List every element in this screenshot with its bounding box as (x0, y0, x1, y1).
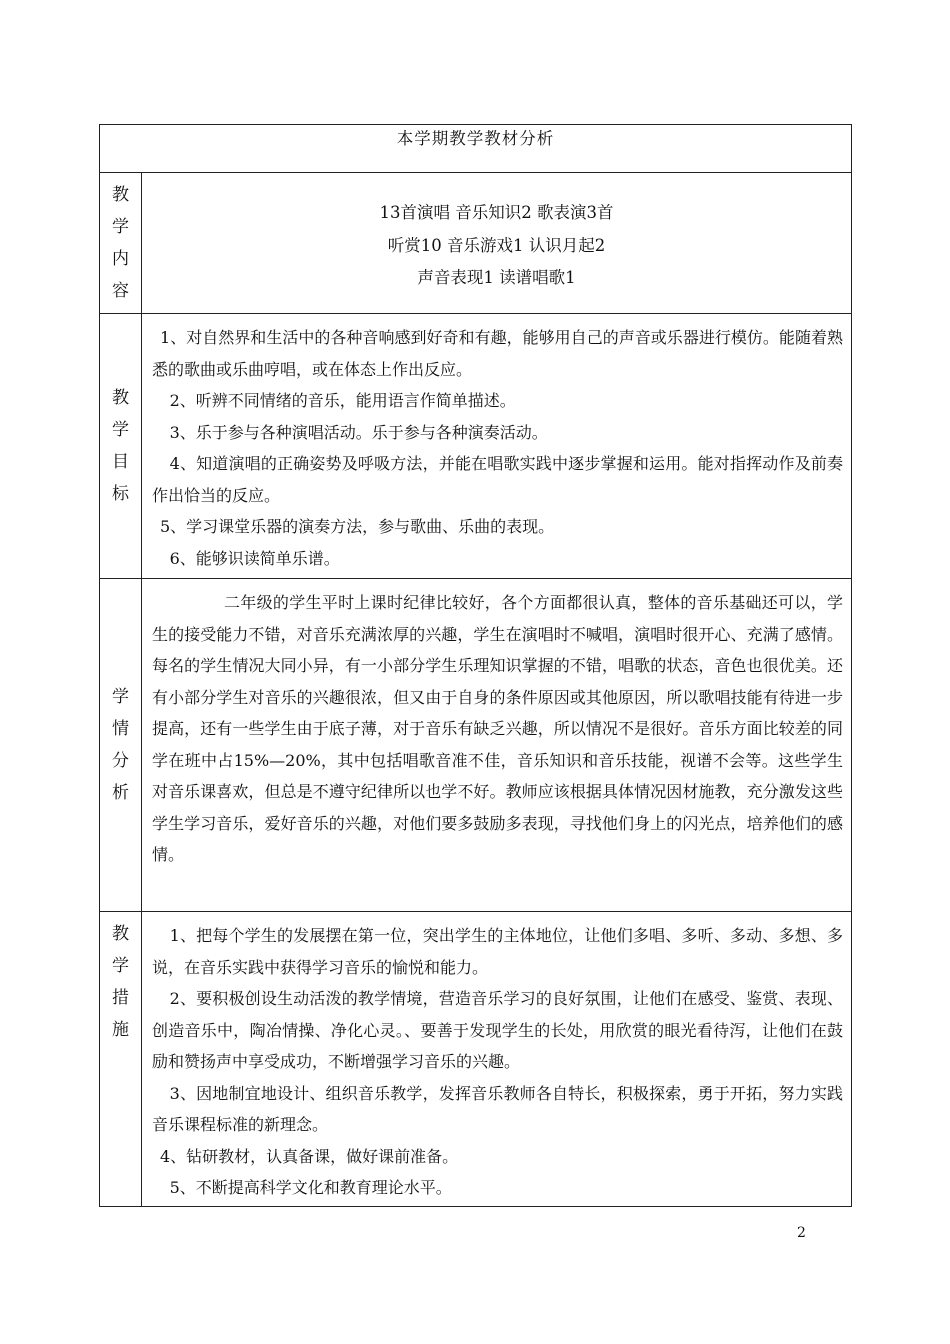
goals-cell (142, 314, 852, 579)
table-title: 本学期教学教材分析 (100, 125, 852, 173)
measure-item-1: 1、把每个学生的发展摆在第一位，突出学生的主体地位，让他们多唱、多听、多动、多想、多说，在音乐实践中获得学习音乐的愉悦和能力。 (152, 926, 843, 977)
measure-item-2: 2、要积极创设生动活泼的教学情境，营造音乐学习的良好氛围，让他们在感受、鉴赏、表现、创造音乐中，陶冶情操、净化心灵。、要善于发现学生的长处，用欣赏的眼光看待泻，让他们在鼓励和赞扬声中享受成功，不断增强学习音乐的兴趣。 (152, 989, 843, 1071)
measure-item-5: 5、不断提高科学文化和教育理论水平。 (169, 1178, 452, 1197)
analysis-cell (142, 579, 852, 912)
goals-label: 教 学 目 标 (112, 388, 129, 504)
analysis-table (99, 124, 852, 1207)
goals-label-cell (100, 314, 142, 579)
content-line-3: 声音表现1 读谱唱歌1 (417, 268, 576, 287)
content-line-2: 听赏10 音乐游戏1 认识月起2 (387, 235, 606, 255)
measure-item-4: 4、钻研教材，认真备课，做好课前准备。 (160, 1146, 459, 1166)
analysis-text: 二年级的学生平时上课时纪律比较好，各个方面都很认真，整体的音乐基础还可以，学生的接受能力不错，对音乐充满浓厚的兴趣，学生在演唱时不喊唱，演唱时很开心、充满了感情。每名的学生情况大同小异，有一小部分学生乐理知识掌握的不错，唱歌的状态，音色也很优美。还有小部分学生对音乐的兴趣很浓，但又由于自身的条件原因或其他原因，所以歌唱技能有待进一步提高，还有一些学生由于底子薄，对于音乐有缺乏兴趣，所以情况不是很好。音乐方面比较差的同学在班中占15%—20%，其中包括唱歌音准不佳，音乐知识和音乐技能，视谱不会等。这些学生对音乐课喜欢，但总是不遵守纪律所以也学不好。教师应该根据具体情况因材施教，充分激发这些学生学习音乐，爱好音乐的兴趣，对他们要多鼓励多表现，寻找他们身上的闪光点，培养他们的感情。 (152, 593, 843, 864)
goal-item-5: 5、学习课堂乐器的演奏方法，参与歌曲、乐曲的表现。 (160, 517, 555, 536)
content-line-1: 13首演唱 音乐知识2 歌表演3首 (379, 203, 614, 222)
measures-cell (142, 912, 852, 1207)
goal-item-1: 1、对自然界和生活中的各种音响感到好奇和有趣，能够用自己的声音或乐器进行模仿。能随着熟悉的歌曲或乐曲哼唱，或在体态上作出反应。 (152, 328, 843, 379)
content-label: 教 学 内 容 (112, 185, 129, 301)
goal-item-3: 3、乐于参与各种演唱活动。乐于参与各种演奏活动。 (169, 422, 548, 442)
measure-item-3: 3、因地制宜地设计、组织音乐教学，发挥音乐教师各自特长，积极探索，勇于开拓，努力实践音乐课程标准的新理念。 (152, 1083, 843, 1134)
content-label-cell (100, 173, 142, 314)
page-number: 2 (797, 1225, 806, 1241)
goal-item-4: 4、知道演唱的正确姿势及呼吸方法，并能在唱歌实践中逐步掌握和运用。能对指挥动作及前奏作出恰当的反应。 (152, 454, 843, 505)
measures-label: 教 学 措 施 (112, 924, 129, 1040)
goal-item-2: 2、听辨不同情绪的音乐，能用语言作简单描述。 (169, 391, 516, 410)
measures-label-cell (100, 912, 142, 1207)
analysis-label: 学 情 分 析 (112, 687, 129, 803)
goal-item-6: 6、能够识读简单乐谱。 (169, 548, 340, 568)
analysis-label-cell (100, 579, 142, 912)
content-cell (142, 173, 852, 314)
